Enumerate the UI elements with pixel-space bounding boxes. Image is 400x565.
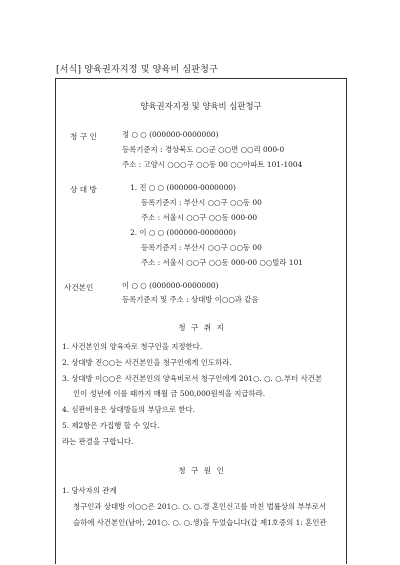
cause-heading: 청 구 원 인 [178, 466, 224, 475]
purpose-item-2: 2. 상대방 진○○는 사건본인을 청구인에게 인도하라. [62, 358, 232, 367]
purpose-item-1: 1. 사건본인의 양육자로 청구인을 지정한다. [62, 342, 203, 351]
respondent-1-name: 1. 진 ○ ○ (000000-0000000) [130, 183, 236, 192]
respondent-1-registry: 등록기준지 : 부산시 ○○구 ○○동 00 [141, 198, 262, 207]
purpose-item-3: 3. 상대방 이○○은 사건본인의 양육비로서 청구인에게 201○. ○. ○.부터 사건본 [62, 374, 323, 383]
purpose-item-3-cont: 인이 성년에 이를 때까지 매월 금 500,000원씩을 지급하라. [73, 389, 266, 398]
purpose-item-5: 5. 제2항은 가집행 할 수 있다. [62, 421, 160, 430]
cause-paragraph-line-1: 청구인과 상대방 이○○은 201○. ○. ○.경 혼인신고를 마친 법률상의 부부로서 [73, 502, 327, 511]
cause-subheading-1: 1. 당사자의 관계 [62, 486, 117, 495]
principal-registry-address: 등록기준지 및 주소 : 상대방 이○○과 같음 [122, 295, 259, 304]
respondent-label: 상 대 방 [70, 185, 97, 194]
document-title: 양육권자지정 및 양육비 심판청구 [140, 101, 262, 111]
principal-label: 사건본인 [64, 283, 94, 292]
purpose-heading: 청 구 취 지 [178, 323, 224, 332]
form-caption: [서식] 양육권자지정 및 양육비 심판청구 [56, 65, 218, 75]
respondent-2-registry: 등록기준지 : 부산시 ○○구 ○○동 00 [141, 243, 262, 252]
principal-name: 이 ○ ○ (000000-0000000) [122, 281, 219, 290]
claimant-name: 정 ○ ○ (000000-0000000) [122, 130, 219, 139]
respondent-2-address: 주소 : 서울시 ○○구 ○○동 000-00 ○○빌라 101 [141, 258, 303, 267]
purpose-closing: 라는 판결을 구합니다. [62, 437, 134, 446]
claimant-address: 주소 : 고양시 ○○○구 ○○동 00 ○○아파트 101-1004 [122, 160, 303, 169]
respondent-2-name: 2. 이 ○ ○ (000000-0000000) [130, 228, 236, 237]
purpose-item-4: 4. 심판비용은 상대방들의 부담으로 한다. [62, 405, 196, 414]
document-form [55, 78, 347, 564]
claimant-label: 청 구 인 [70, 132, 97, 141]
cause-paragraph-line-2: 슬하에 사건본인(남아, 201○. ○. ○.생)을 두었습니다(갑 제1호증의 1: 혼인관 [73, 518, 327, 527]
respondent-1-address: 주소 : 서울시 ○○구 ○○동 000-00 [141, 213, 258, 222]
claimant-registry: 등록기준지 : 경상북도 ○○군 ○○면 ○○리 000-0 [122, 145, 285, 154]
